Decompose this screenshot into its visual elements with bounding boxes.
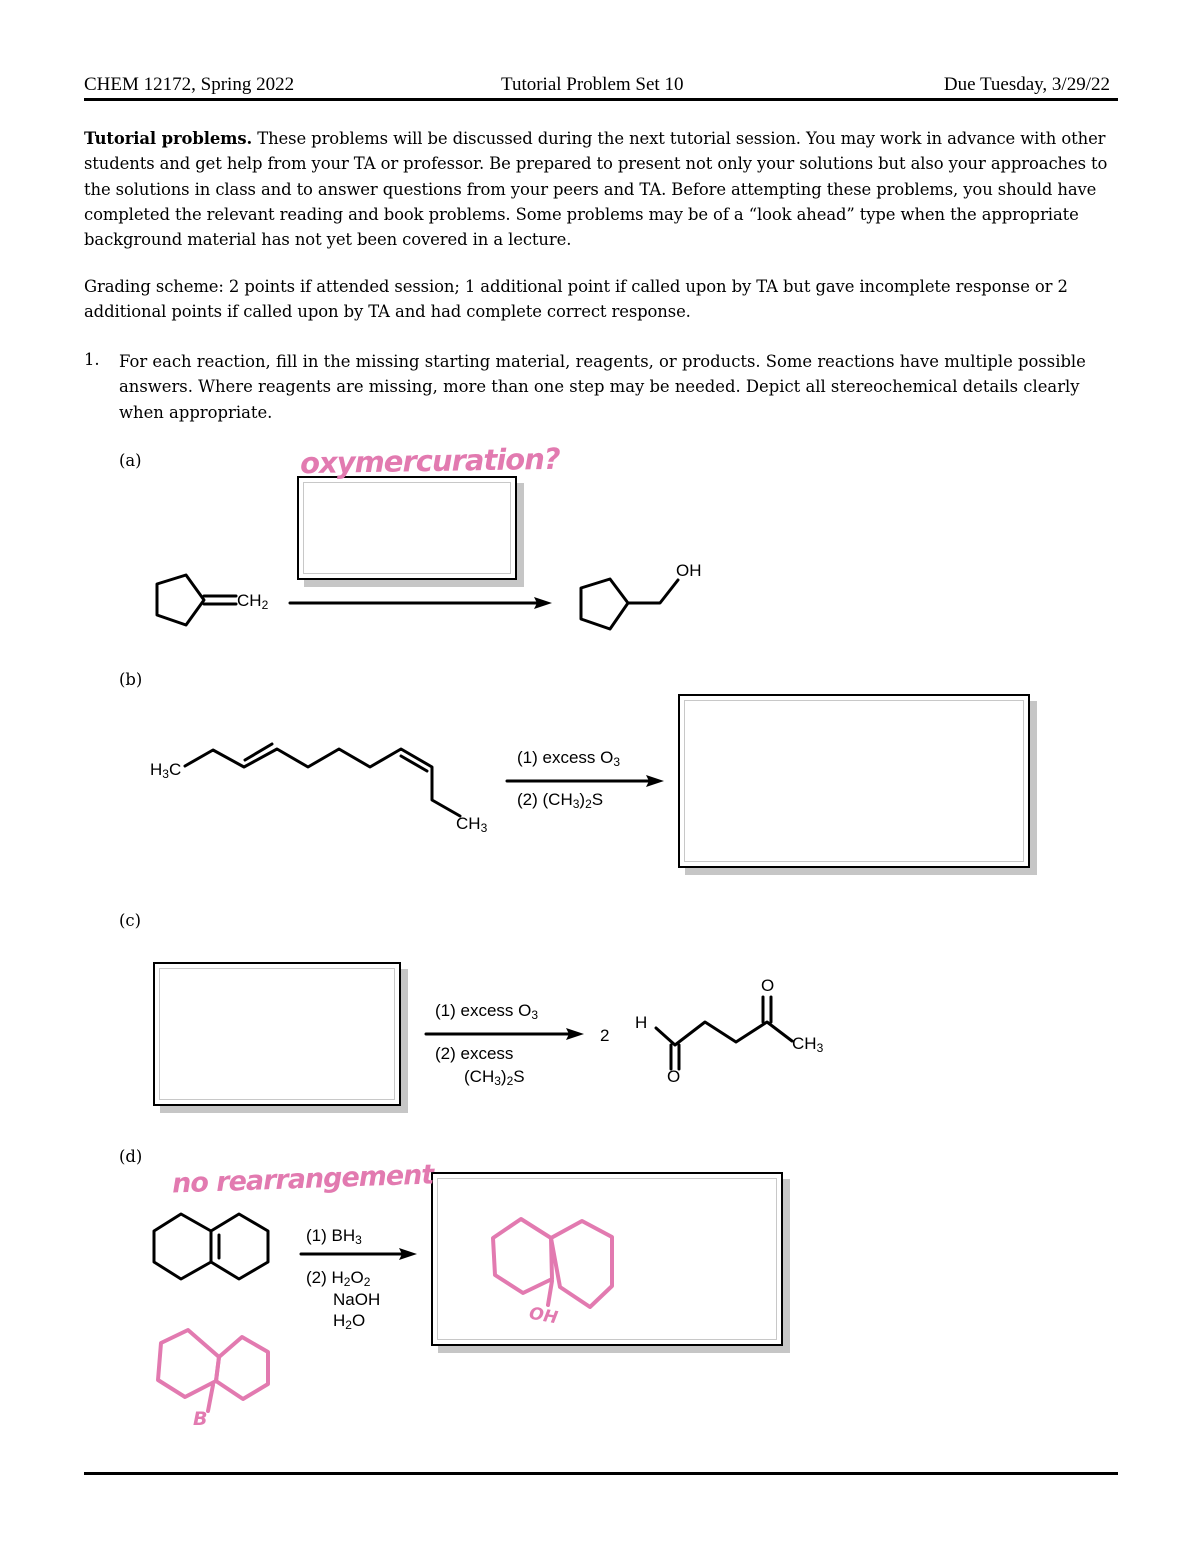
intro-text: These problems will be discussed during the next tutorial session. You may work in advance with other students and get help from your TA or professor. Be prepared to present not only your solutions but also your approaches to the solutions in class and to answer questions from your peers and TA. Before attempting these problems, you should have completed the relevant reading and book problems. Some problems may be of a “look ahead” type when the appropriate background material has not yet been covered in a lecture.: [84, 129, 1108, 250]
question-text: For each reaction, fill in the missing starting material, reagents, or products. Some reactions have multiple possible answers. Where reagents are missing, more than one step may be needed. Depict all stereochemical details clearly when appropriate.: [119, 352, 1086, 422]
handwritten-note-oxymercuration: oxymercuration?: [299, 441, 560, 481]
bicyclic-left-ring: [154, 1214, 211, 1279]
part-c-label: (c): [119, 911, 141, 930]
cyclopentane-ring-a-product: [581, 579, 628, 629]
ketone-o-label: O: [761, 976, 775, 995]
pink-sketch-left-ring: [158, 1330, 219, 1397]
stoich-coefficient: 2: [600, 1026, 610, 1045]
methyl-right-label: $CH_3$: [456, 814, 488, 835]
footer-rule: [84, 1472, 1118, 1475]
question-number: 1.: [84, 350, 100, 369]
intro-lead: Tutorial problems.: [84, 129, 253, 148]
aldehyde-o-label: O: [667, 1067, 681, 1086]
handwritten-answer-oh: OH: [527, 1303, 560, 1329]
part-a-label: (a): [119, 451, 142, 470]
methyl-left-label: $H_3C$: [150, 760, 182, 781]
dicarbonyl-chain: [656, 1022, 792, 1045]
diene-chain: [185, 749, 460, 816]
pink-answer-right-ring: [551, 1221, 612, 1307]
handwritten-boron-label: B: [193, 1408, 208, 1430]
pink-sketch-right-ring: [216, 1337, 268, 1399]
reagent-c-step1: (1) excess $O_3$: [435, 1001, 539, 1022]
pink-answer-left-ring: [493, 1219, 552, 1293]
part-d-label: (d): [119, 1147, 143, 1166]
course-name: CHEM 12172, Spring 2022: [84, 74, 295, 95]
reagent-d-step2a: (2) $H_2O_2$: [306, 1268, 371, 1289]
aldehyde-h-label: H: [635, 1013, 648, 1032]
reagent-d-step1: (1) $BH_3$: [306, 1226, 362, 1247]
reagent-c-step2a: (2) excess: [435, 1044, 514, 1063]
reagent-b-step2: (2) $(CH_3)_2S$: [517, 790, 604, 811]
reagent-c-step2b: $(CH_3)_2S$: [464, 1067, 525, 1088]
part-b-label: (b): [119, 670, 143, 689]
ketone-methyl-label: $CH_3$: [792, 1034, 824, 1055]
page-title: Tutorial Problem Set 10: [501, 74, 684, 95]
due-date: Due Tuesday, 3/29/22: [943, 74, 1110, 95]
reagent-b-step1: (1) excess $O_3$: [517, 748, 621, 769]
cyclopentane-ring-a-sm: [157, 575, 204, 625]
reagent-d-step2b: NaOH: [333, 1290, 381, 1309]
hydroxyl-label-a: OH: [676, 561, 702, 580]
grading-scheme: Grading scheme: 2 points if attended session; 1 additional point if called upon by TA but gave incomplete response or 2 additional points if called upon by TA and had complete correct response.: [84, 277, 1068, 322]
reagent-d-step2c: $H_2O$: [333, 1311, 366, 1332]
methylene-label: $CH_2$: [237, 591, 269, 612]
handwritten-note-no-rearrangement: no rearrangement: [171, 1159, 434, 1200]
